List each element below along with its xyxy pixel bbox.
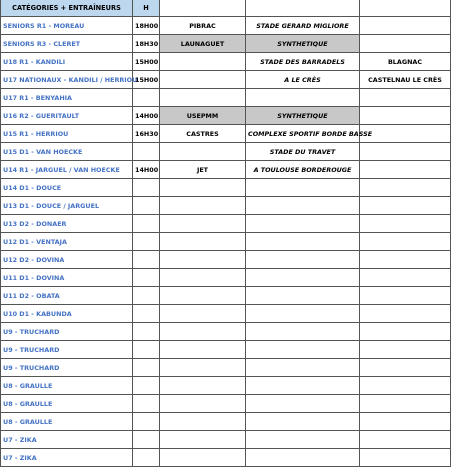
opponent-cell[interactable]: [160, 215, 246, 233]
time-cell[interactable]: 15H00: [133, 53, 160, 71]
club-cell[interactable]: [360, 197, 451, 215]
venue-cell[interactable]: [246, 359, 360, 377]
venue-cell[interactable]: SYNTHETIQUE: [246, 107, 360, 125]
time-cell[interactable]: [133, 215, 160, 233]
venue-cell[interactable]: [246, 179, 360, 197]
table-row: [1, 323, 451, 341]
time-cell[interactable]: [133, 89, 160, 107]
table-row: [1, 305, 451, 323]
venue-cell[interactable]: COMPLEXE SPORTIF BORDE BASSE: [246, 125, 360, 143]
category-cell[interactable]: U12 D1 - VENTAJA: [1, 233, 133, 251]
venue-cell[interactable]: [246, 305, 360, 323]
time-cell[interactable]: [133, 449, 160, 467]
time-cell[interactable]: [133, 341, 160, 359]
club-cell[interactable]: [360, 449, 451, 467]
table-row: [1, 161, 451, 179]
header-hour[interactable]: H: [133, 0, 160, 17]
category-cell[interactable]: U14 R1 - JARGUEL / VAN HOECKE: [1, 161, 133, 179]
venue-cell[interactable]: [246, 431, 360, 449]
opponent-cell[interactable]: USEPMM: [160, 107, 246, 125]
opponent-cell[interactable]: [160, 269, 246, 287]
time-cell[interactable]: [133, 377, 160, 395]
venue-cell[interactable]: [246, 215, 360, 233]
club-cell[interactable]: [360, 287, 451, 305]
table-row: [1, 215, 451, 233]
time-cell[interactable]: [133, 179, 160, 197]
venue-cell[interactable]: [246, 269, 360, 287]
opponent-cell[interactable]: [160, 71, 246, 89]
club-cell[interactable]: [360, 161, 451, 179]
club-cell[interactable]: [360, 143, 451, 161]
time-cell[interactable]: 18H00: [133, 17, 160, 35]
club-cell[interactable]: BLAGNAC: [360, 53, 451, 71]
table-row: [1, 287, 451, 305]
opponent-cell[interactable]: [160, 179, 246, 197]
table-row: [1, 269, 451, 287]
opponent-cell[interactable]: [160, 377, 246, 395]
club-cell[interactable]: [360, 431, 451, 449]
category-cell[interactable]: U10 D1 - KABUNDA: [1, 305, 133, 323]
category-cell[interactable]: U13 D1 - DOUCE / JARGUEL: [1, 197, 133, 215]
venue-cell[interactable]: [246, 323, 360, 341]
club-cell[interactable]: CASTELNAU LE CRÈS: [360, 71, 451, 89]
time-cell[interactable]: 14H00: [133, 107, 160, 125]
venue-cell[interactable]: [246, 287, 360, 305]
table-row: [1, 89, 451, 107]
club-cell[interactable]: [360, 269, 451, 287]
time-cell[interactable]: 15H00: [133, 71, 160, 89]
table-row: [1, 233, 451, 251]
category-cell[interactable]: U14 D1 - DOUCE: [1, 179, 133, 197]
category-cell[interactable]: U8 - GRAULLE: [1, 377, 133, 395]
opponent-cell[interactable]: [160, 341, 246, 359]
venue-cell[interactable]: [246, 449, 360, 467]
category-cell[interactable]: U9 - TRUCHARD: [1, 341, 133, 359]
club-cell[interactable]: [360, 17, 451, 35]
opponent-cell[interactable]: [160, 305, 246, 323]
category-cell[interactable]: SENIORS R1 - MOREAU: [1, 17, 133, 35]
opponent-cell[interactable]: LAUNAGUET: [160, 35, 246, 53]
header-empty-cell[interactable]: [360, 0, 451, 17]
category-cell[interactable]: U9 - TRUCHARD: [1, 359, 133, 377]
category-cell[interactable]: U16 R2 - GUERITAULT: [1, 107, 133, 125]
opponent-cell[interactable]: CASTRES: [160, 125, 246, 143]
opponent-cell[interactable]: [160, 413, 246, 431]
time-cell[interactable]: [133, 251, 160, 269]
venue-cell[interactable]: [246, 395, 360, 413]
venue-cell[interactable]: SYNTHETIQUE: [246, 35, 360, 53]
venue-cell[interactable]: [246, 413, 360, 431]
club-cell[interactable]: [360, 359, 451, 377]
club-cell[interactable]: [360, 107, 451, 125]
table-row: [1, 395, 451, 413]
table-row: [1, 377, 451, 395]
club-cell[interactable]: [360, 215, 451, 233]
club-cell[interactable]: [360, 179, 451, 197]
opponent-cell[interactable]: [160, 431, 246, 449]
venue-cell[interactable]: A TOULOUSE BORDEROUGE: [246, 161, 360, 179]
table-row: [1, 431, 451, 449]
table-row: [1, 53, 451, 71]
time-cell[interactable]: [133, 305, 160, 323]
time-cell[interactable]: [133, 197, 160, 215]
table-row: [1, 107, 451, 125]
category-cell[interactable]: U13 D2 - DONAER: [1, 215, 133, 233]
header-empty-cell[interactable]: [160, 0, 246, 17]
category-cell[interactable]: U11 D2 - OBATA: [1, 287, 133, 305]
table-row: [1, 179, 451, 197]
club-cell[interactable]: [360, 413, 451, 431]
header-empty-cell[interactable]: [246, 0, 360, 17]
opponent-cell[interactable]: [160, 251, 246, 269]
venue-cell[interactable]: STADE DES BARRADELS: [246, 53, 360, 71]
time-cell[interactable]: [133, 143, 160, 161]
opponent-cell[interactable]: [160, 323, 246, 341]
table-row: [1, 341, 451, 359]
category-cell[interactable]: U11 D1 - DOVINA: [1, 269, 133, 287]
opponent-cell[interactable]: [160, 449, 246, 467]
opponent-cell[interactable]: [160, 143, 246, 161]
category-cell[interactable]: U12 D2 - DOVINA: [1, 251, 133, 269]
table-row: [1, 35, 451, 53]
opponent-cell[interactable]: [160, 395, 246, 413]
club-cell[interactable]: [360, 395, 451, 413]
opponent-cell[interactable]: [160, 89, 246, 107]
category-cell[interactable]: U17 NATIONAUX - KANDILI / HERRIOU: [1, 71, 133, 89]
venue-cell[interactable]: A LE CRÈS: [246, 71, 360, 89]
table-row: [1, 125, 451, 143]
club-cell[interactable]: [360, 125, 451, 143]
table-row: [1, 197, 451, 215]
table-row: [1, 251, 451, 269]
venue-cell[interactable]: [246, 377, 360, 395]
club-cell[interactable]: [360, 341, 451, 359]
club-cell[interactable]: [360, 233, 451, 251]
club-cell[interactable]: [360, 35, 451, 53]
table-row: [1, 359, 451, 377]
table-row: [1, 413, 451, 431]
venue-cell[interactable]: [246, 251, 360, 269]
time-cell[interactable]: 14H00: [133, 161, 160, 179]
category-cell[interactable]: U7 - ZIKA: [1, 449, 133, 467]
time-cell[interactable]: [133, 287, 160, 305]
club-cell[interactable]: [360, 251, 451, 269]
opponent-cell[interactable]: [160, 359, 246, 377]
category-cell[interactable]: SENIORS R3 - CLERET: [1, 35, 133, 53]
category-cell[interactable]: U18 R1 - KANDILI: [1, 53, 133, 71]
category-cell[interactable]: U17 R1 - BENYAHIA: [1, 89, 133, 107]
time-cell[interactable]: [133, 431, 160, 449]
venue-cell[interactable]: [246, 197, 360, 215]
header-row: [1, 0, 451, 17]
category-cell[interactable]: U15 D1 - VAN HOECKE: [1, 143, 133, 161]
opponent-cell[interactable]: [160, 197, 246, 215]
table-row: [1, 143, 451, 161]
time-cell[interactable]: [133, 233, 160, 251]
opponent-cell[interactable]: [160, 53, 246, 71]
venue-cell[interactable]: STADE DU TRAVET: [246, 143, 360, 161]
venue-cell[interactable]: [246, 89, 360, 107]
table-row: [1, 17, 451, 35]
club-cell[interactable]: [360, 377, 451, 395]
venue-cell[interactable]: [246, 341, 360, 359]
time-cell[interactable]: [133, 269, 160, 287]
category-cell[interactable]: U7 - ZIKA: [1, 431, 133, 449]
opponent-cell[interactable]: PIBRAC: [160, 17, 246, 35]
opponent-cell[interactable]: JET: [160, 161, 246, 179]
club-cell[interactable]: [360, 323, 451, 341]
venue-cell[interactable]: STADE GERARD MIGLIORE: [246, 17, 360, 35]
time-cell[interactable]: 16H30: [133, 125, 160, 143]
time-cell[interactable]: [133, 395, 160, 413]
time-cell[interactable]: 18H30: [133, 35, 160, 53]
table-row: [1, 449, 451, 467]
category-cell[interactable]: U15 R1 - HERRIOU: [1, 125, 133, 143]
category-cell[interactable]: U8 - GRAULLE: [1, 395, 133, 413]
club-cell[interactable]: [360, 89, 451, 107]
category-cell[interactable]: U9 - TRUCHARD: [1, 323, 133, 341]
time-cell[interactable]: [133, 359, 160, 377]
time-cell[interactable]: [133, 323, 160, 341]
time-cell[interactable]: [133, 413, 160, 431]
header-categories[interactable]: CATÉGORIES + ENTRAÎNEURS: [1, 0, 133, 17]
category-cell[interactable]: U8 - GRAULLE: [1, 413, 133, 431]
club-cell[interactable]: [360, 305, 451, 323]
venue-cell[interactable]: [246, 233, 360, 251]
opponent-cell[interactable]: [160, 287, 246, 305]
opponent-cell[interactable]: [160, 233, 246, 251]
table-row: [1, 71, 451, 89]
